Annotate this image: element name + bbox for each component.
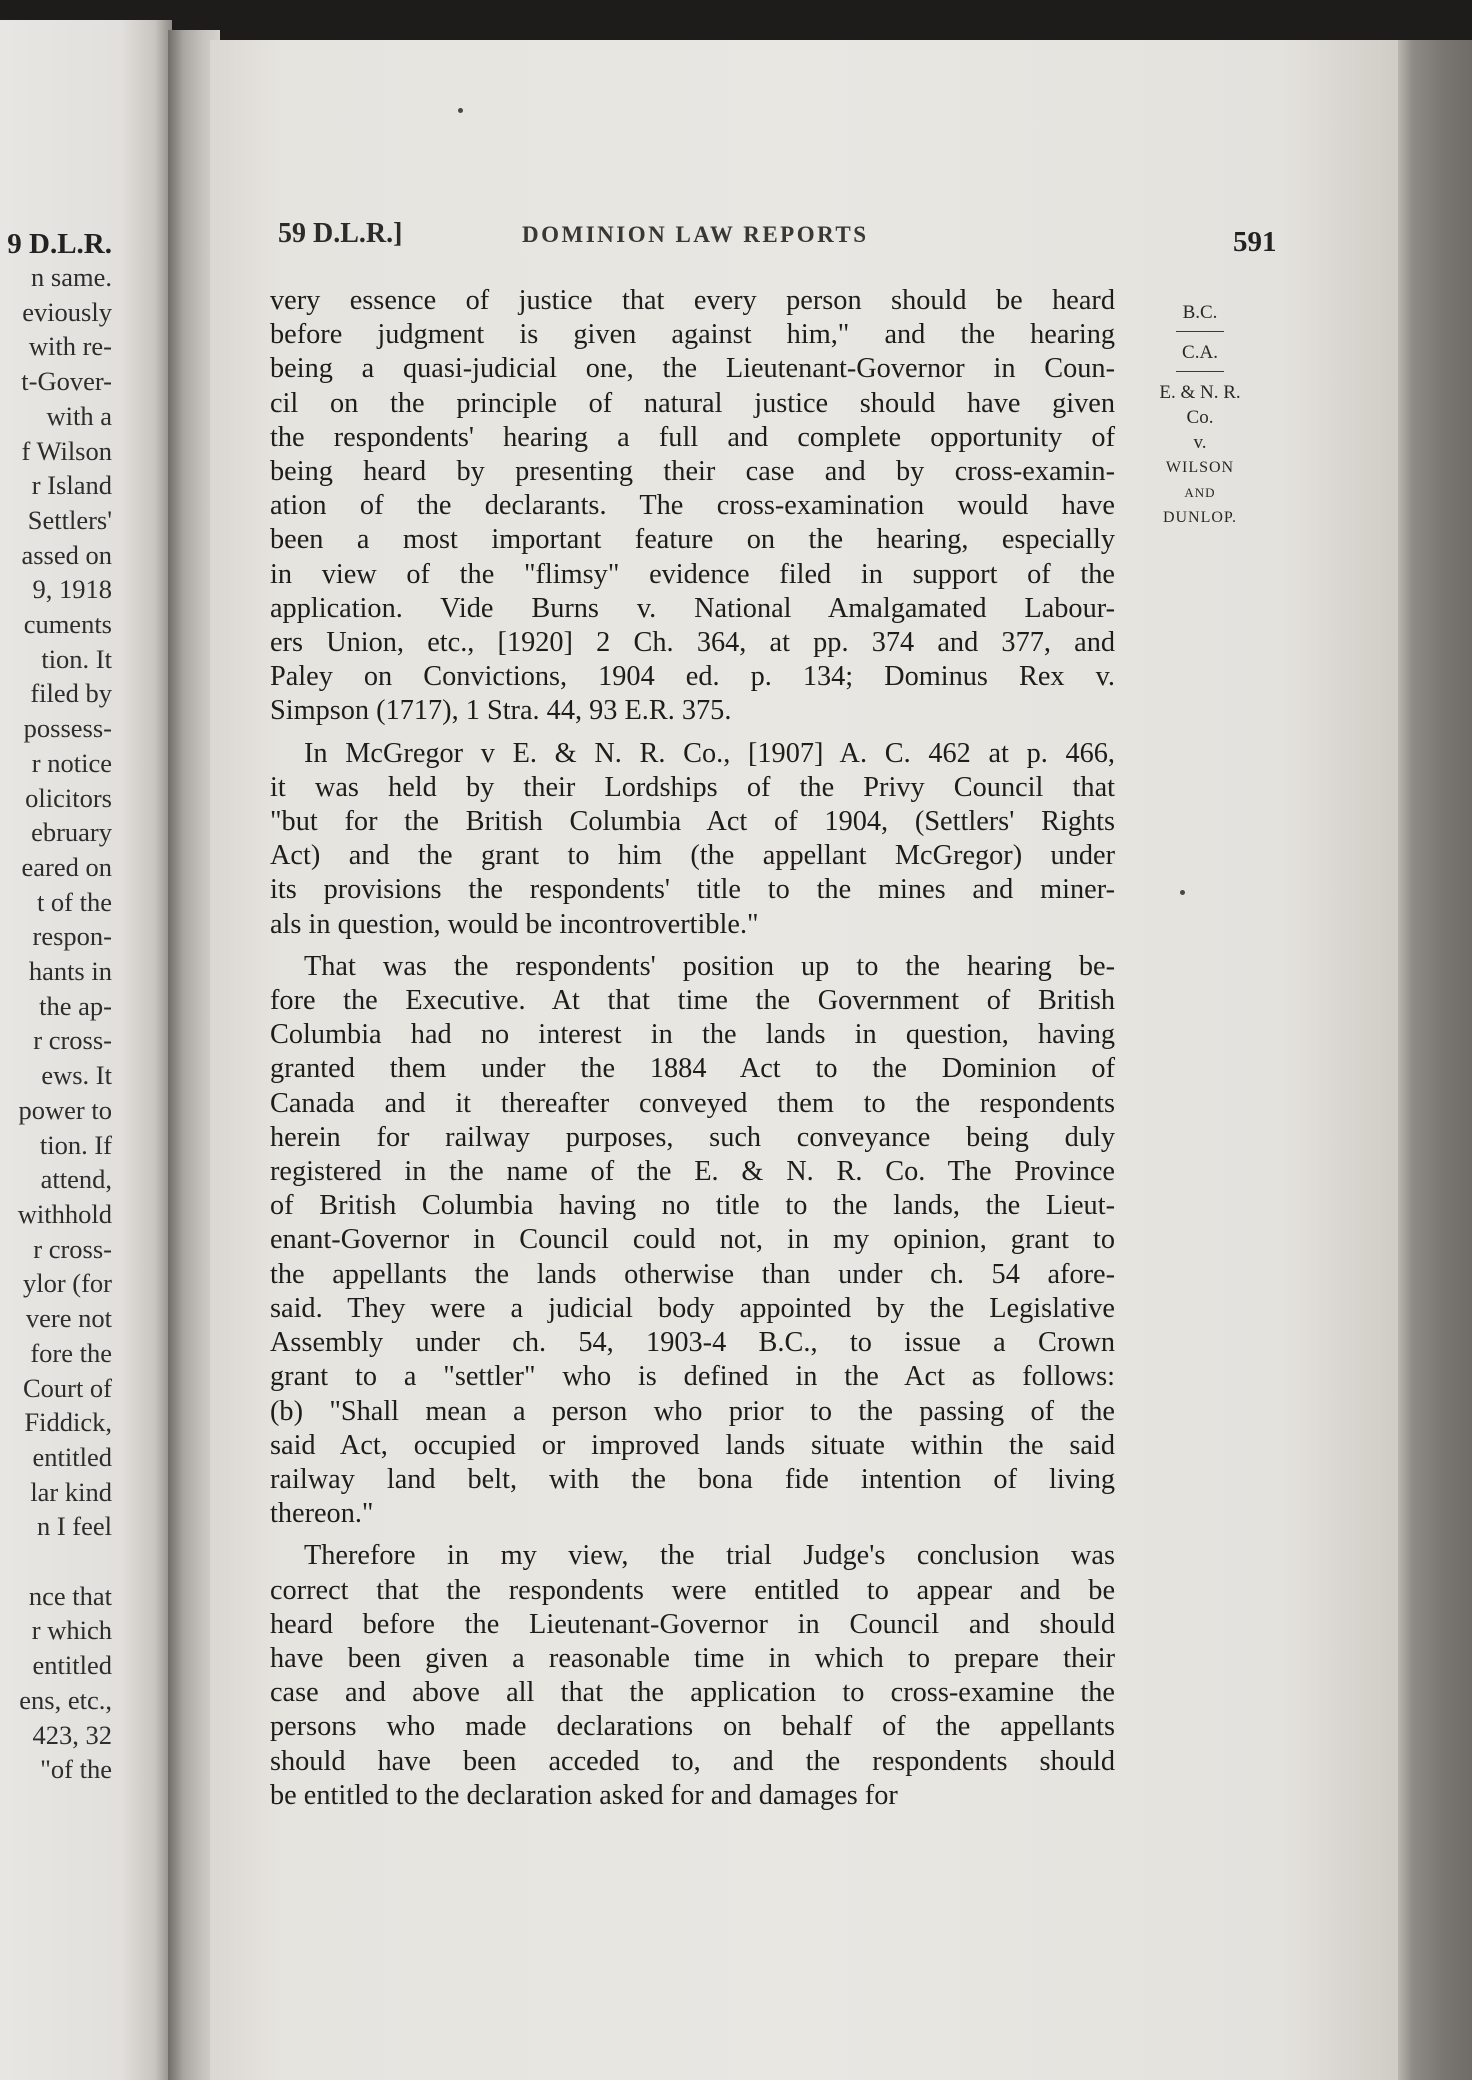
paragraph xyxy=(270,1539,1115,1813)
running-head-volume: 59 D.L.R.] xyxy=(278,218,403,249)
text-line: Columbia had no interest in the lands in question, having xyxy=(270,1019,1115,1051)
paragraph xyxy=(270,737,1115,942)
text-line: in view of the "flimsy" evidence filed in support of the xyxy=(270,558,1115,590)
text-line: be entitled to the declaration asked for and damages for xyxy=(270,1779,898,1811)
left-page-line: r cross- xyxy=(33,1025,112,1056)
judgment-text xyxy=(270,284,1115,1813)
left-page-line: Settlers' xyxy=(27,504,112,535)
page-edge-stack xyxy=(1398,40,1472,2080)
text-line: being a quasi-judicial one, the Lieutenant-Governor in Coun- xyxy=(270,353,1115,385)
text-line: heard before the Lieutenant-Governor in Council and should xyxy=(270,1608,1115,1640)
left-page-line: t of the xyxy=(36,886,112,917)
left-page-line: n same. xyxy=(31,262,112,292)
text-line: cil on the principle of natural justice should have given xyxy=(270,387,1115,419)
margin-party1: WILSON xyxy=(1165,459,1235,476)
text-line: of British Columbia having no title to the lands, the Lieut- xyxy=(270,1190,1115,1222)
running-head xyxy=(0,218,1472,258)
paragraph-gap xyxy=(270,1531,1115,1539)
left-page-line: 423, 32 xyxy=(32,1719,112,1750)
left-page-line: r notice xyxy=(31,747,112,778)
text-line: application. Vide Burns v. National Amalgamated Labour- xyxy=(270,592,1115,624)
paragraph-gap xyxy=(270,942,1115,950)
paragraph xyxy=(270,284,1115,729)
text-line: very essence of justice that every person should be heard xyxy=(270,285,1115,316)
left-page-line: ens, etc., xyxy=(19,1684,112,1715)
left-page-line: tion. It xyxy=(41,643,112,674)
text-line: Therefore in my view, the trial Judge's conclusion was xyxy=(304,1540,1115,1572)
margin-and: AND xyxy=(1184,485,1216,500)
text-line: persons who made declarations on behalf of the appellants xyxy=(270,1711,1115,1743)
left-page-line: 9, 1918 xyxy=(32,574,112,605)
text-line: als in question, would be incontrovertible." xyxy=(270,908,759,940)
left-page-text-fragments xyxy=(0,260,112,1787)
text-line: have been given a reasonable time in which to prepare their xyxy=(270,1642,1115,1674)
text-line: grant to a "settler" who is defined in the Act as follows: xyxy=(270,1361,1115,1393)
text-line: should have been acceded to, and the respondents should xyxy=(270,1745,1115,1777)
text-line: fore the Executive. At that time the Government of British xyxy=(270,985,1115,1017)
margin-court: B.C. xyxy=(1182,302,1218,323)
left-page-line: entitled xyxy=(32,1441,112,1472)
left-page-line: tion. If xyxy=(39,1129,112,1160)
text-line: thereon." xyxy=(270,1498,374,1530)
left-page-line: cuments xyxy=(23,609,112,640)
left-page-line: assed on xyxy=(21,539,112,570)
text-line: Simpson (1717), 1 Stra. 44, 93 E.R. 375. xyxy=(270,695,732,727)
page-number: 591 xyxy=(1233,226,1277,258)
left-page-line: ebruary xyxy=(31,817,112,848)
left-page-line: r Island xyxy=(31,470,112,501)
left-page-line: lar kind xyxy=(30,1476,112,1507)
text-line: being heard by presenting their case and by cross-examin- xyxy=(270,456,1115,488)
paragraph xyxy=(270,950,1115,1531)
text-line: herein for railway purposes, such conveyance being duly xyxy=(270,1121,1115,1153)
text-line: been a most important feature on the hearing, especially xyxy=(270,524,1115,556)
text-line: "but for the British Columbia Act of 1904, (Settlers' Rights xyxy=(270,806,1115,838)
text-line: Assembly under ch. 54, 1903-4 B.C., to issue a Crown xyxy=(270,1327,1115,1359)
left-page-line: Fiddick, xyxy=(24,1407,112,1438)
left-page-line: r cross- xyxy=(33,1233,112,1264)
text-line: granted them under the 1884 Act to the Dominion of xyxy=(270,1053,1115,1085)
margin-case-line1: E. & N. R. xyxy=(1159,382,1241,403)
speck xyxy=(1180,890,1185,895)
margin-party2: DUNLOP. xyxy=(1162,509,1238,526)
left-page xyxy=(0,20,172,2080)
text-line: ers Union, etc., [1920] 2 Ch. 364, at pp. 374 and 377, and xyxy=(270,627,1115,659)
text-line: said Act, occupied or improved lands situate within the said xyxy=(270,1429,1115,1461)
margin-case-line2: Co. xyxy=(1186,407,1214,428)
left-page-line: ews. It xyxy=(41,1060,112,1091)
left-page-line: vere not xyxy=(25,1303,112,1334)
left-page-line: the ap- xyxy=(39,990,112,1021)
left-page-line: nce that xyxy=(28,1580,112,1611)
margin-case-note xyxy=(1140,300,1260,530)
left-page-line xyxy=(0,1544,112,1579)
left-page-line: f Wilson xyxy=(21,435,112,466)
left-page-line: attend, xyxy=(40,1164,112,1195)
margin-division: C.A. xyxy=(1182,342,1218,363)
text-line: before judgment is given against him," and the hearing xyxy=(270,319,1115,351)
left-page-line: power to xyxy=(18,1094,112,1125)
text-line: ation of the declarants. The cross-examination would have xyxy=(270,490,1115,522)
text-line: case and above all that the application to cross-examine the xyxy=(270,1677,1115,1709)
text-line: Paley on Convictions, 1904 ed. p. 134; Dominus Rex v. xyxy=(270,661,1115,693)
left-page-line: possess- xyxy=(23,713,112,744)
running-head-title: DOMINION LAW REPORTS xyxy=(522,222,869,247)
margin-rule xyxy=(1176,331,1224,332)
left-page-line: eared on xyxy=(21,851,112,882)
scanner-background xyxy=(0,0,1472,40)
text-line: Act) and the grant to him (the appellant McGregor) under xyxy=(270,840,1115,872)
left-page-line: respon- xyxy=(32,921,112,952)
left-page-line: filed by xyxy=(30,678,112,709)
text-line: railway land belt, with the bona fide intention of living xyxy=(270,1463,1115,1495)
left-page-line: entitled xyxy=(32,1650,112,1681)
text-line: correct that the respondents were entitled to appear and be xyxy=(270,1574,1115,1606)
paragraph-gap xyxy=(270,729,1115,737)
margin-rule xyxy=(1176,371,1224,372)
left-page-line: with re- xyxy=(28,331,112,362)
left-page-line: Court of xyxy=(22,1372,112,1403)
text-line: registered in the name of the E. & N. R. Co. The Province xyxy=(270,1156,1115,1188)
text-line: (b) "Shall mean a person who prior to the passing of the xyxy=(270,1395,1115,1427)
text-line: its provisions the respondents' title to the mines and miner- xyxy=(270,874,1115,906)
speck xyxy=(458,108,463,113)
text-line: the appellants the lands otherwise than under ch. 54 afore- xyxy=(270,1258,1115,1290)
text-line: the respondents' hearing a full and complete opportunity of xyxy=(270,421,1115,453)
left-page-line: withhold xyxy=(17,1198,112,1229)
left-page-line: eviously xyxy=(22,296,112,327)
left-page-line: n I feel xyxy=(36,1511,112,1542)
text-line: it was held by their Lordships of the Privy Council that xyxy=(270,771,1115,803)
left-page-line: fore the xyxy=(30,1337,112,1368)
text-line: Canada and it thereafter conveyed them to the respondents xyxy=(270,1087,1115,1119)
left-page-line: hants in xyxy=(28,956,112,987)
left-page-header: 9 D.L.R. xyxy=(7,228,112,260)
left-page-line: "of the xyxy=(40,1754,112,1785)
left-page-line: r which xyxy=(31,1615,112,1646)
text-line: In McGregor v E. & N. R. Co., [1907] A. C. 462 at p. 466, xyxy=(304,737,1115,769)
left-page-line: with a xyxy=(46,400,112,431)
left-page-line: t-Gover- xyxy=(21,366,112,397)
left-page-line: olicitors xyxy=(25,782,112,813)
text-line: That was the respondents' position up to the hearing be- xyxy=(304,950,1115,982)
left-page-line: ylor (for xyxy=(22,1268,112,1299)
text-line: said. They were a judicial body appointed by the Legislative xyxy=(270,1292,1115,1324)
text-line: enant-Governor in Council could not, in my opinion, grant to xyxy=(270,1224,1115,1256)
margin-versus: v. xyxy=(1193,432,1207,453)
